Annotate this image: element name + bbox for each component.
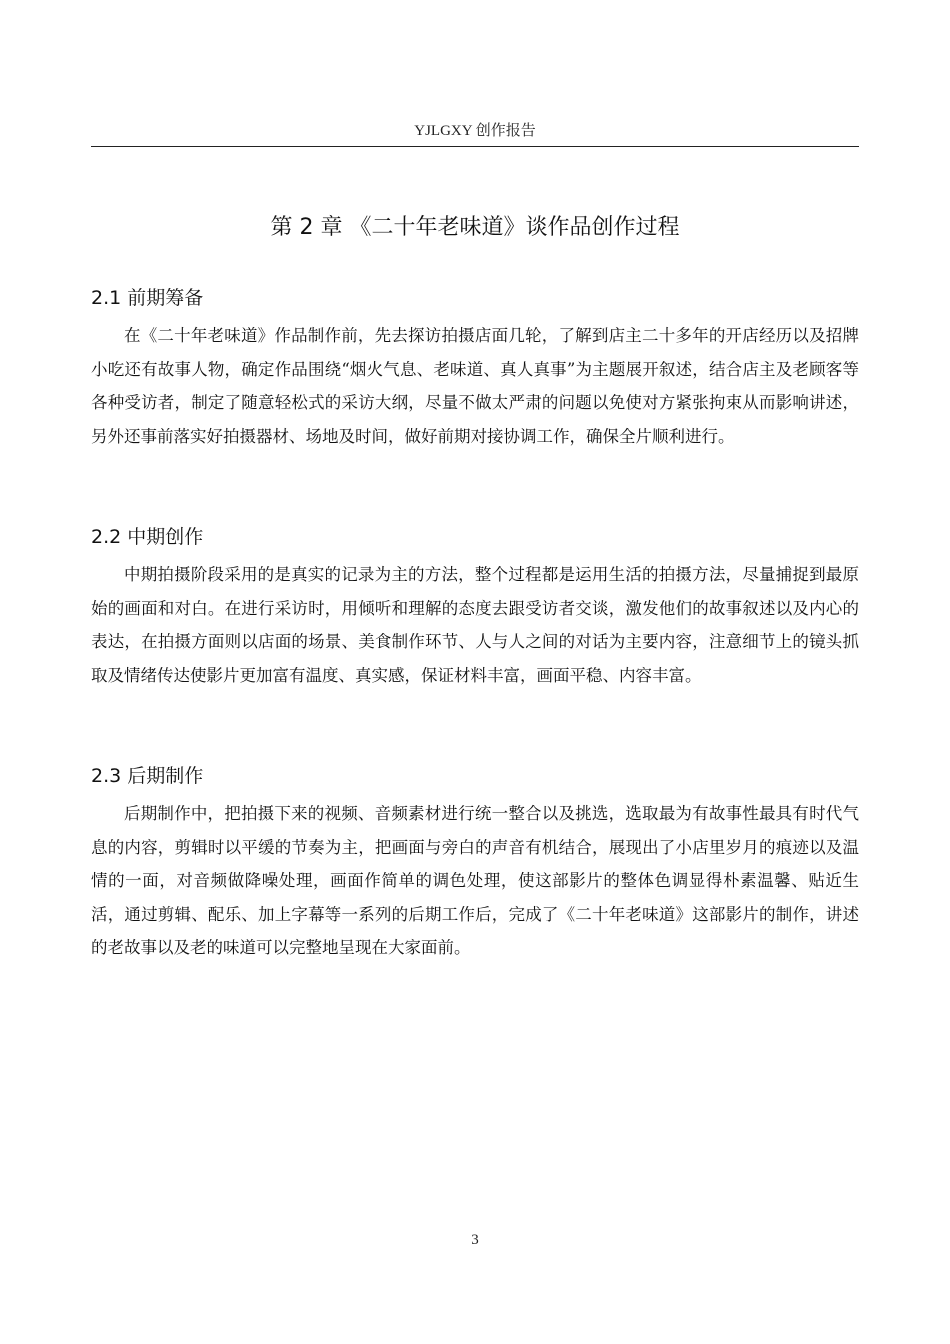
- section-heading: 2.1 前期筹备: [91, 287, 204, 309]
- page-number: 3: [471, 1232, 479, 1248]
- header-rule: [91, 146, 859, 147]
- section-paragraph: 中期拍摄阶段采用的是真实的记录为主的方法，整个过程都是运用生活的拍摄方法，尽量捕捉到最原始的画面和对白。在进行采访时，用倾听和理解的态度去跟受访者交谈，激发他们的故事叙述以及内心的表达，在拍摄方面则以店面的场景、美食制作环节、人与人之间的对话为主要内容，注意细节上的镜头抓取及情绪传达使影片更加富有温度、真实感，保证材料丰富，画面平稳、内容丰富。: [91, 565, 859, 685]
- section-preproduction: [91, 284, 859, 453]
- running-header: YJLGXY 创作报告: [414, 123, 536, 139]
- section-paragraph: 后期制作中，把拍摄下来的视频、音频素材进行统一整合以及挑选，选取最为有故事性最具有时代气息的内容，剪辑时以平缓的节奏为主，把画面与旁白的声音有机结合，展现出了小店里岁月的痕迹以及温情的一面，对音频做降噪处理，画面作简单的调色处理，使这部影片的整体色调显得朴素温馨、贴近生活，通过剪辑、配乐、加上字幕等一系列的后期工作后，完成了《二十年老味道》这部影片的制作，讲述的老故事以及老的味道可以完整地呈现在大家面前。: [91, 804, 859, 957]
- section-postproduction: [91, 762, 859, 965]
- section-heading: 2.2 中期创作: [91, 526, 204, 548]
- section-heading: 2.3 后期制作: [91, 765, 204, 787]
- section-production: [91, 523, 859, 692]
- section-paragraph: 在《二十年老味道》作品制作前，先去探访拍摄店面几轮，了解到店主二十多年的开店经历以及招牌小吃还有故事人物，确定作品围绕“烟火气息、老味道、真人真事”为主题展开叙述，结合店主及老顾客等各种受访者，制定了随意轻松式的采访大纲，尽量不做太严肃的问题以免使对方紧张拘束从而影响讲述，另外还事前落实好拍摄器材、场地及时间，做好前期对接协调工作，确保全片顺利进行。: [91, 326, 859, 446]
- chapter-title: 第 2 章 《二十年老味道》谈作品创作过程: [270, 215, 680, 240]
